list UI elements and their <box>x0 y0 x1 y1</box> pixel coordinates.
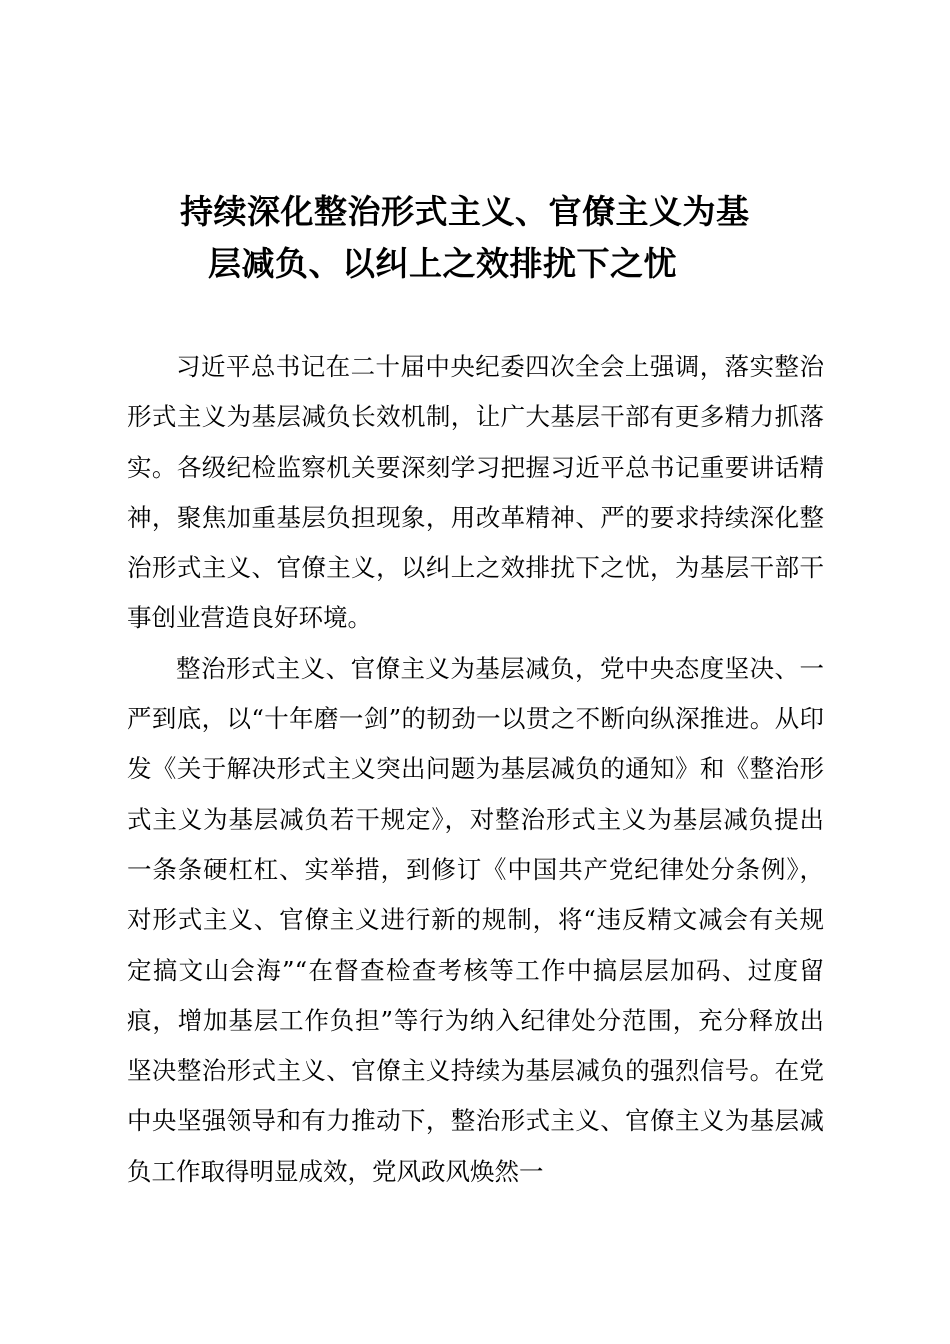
paragraph-2: 整治形式主义、官僚主义为基层减负，党中央态度坚决、一严到底，以“十年磨一剑”的韧劲一以贯之不断向纵深推进。从印发《关于解决形式主义突出问题为基层减负的通知》和《整治形式主义为基层减负若干规定》，对整治形式主义为基层减负提出一条条硬杠杠、实举措，到修订《中国共产党纪律处分条例》，对形式主义、官僚主义进行新的规制，将“违反精文减会有关规定搞文山会海”“在督查检查考核等工作中搞层层加码、过度留痕，增加基层工作负担”等行为纳入纪律处分范围，充分释放出坚决整治形式主义、官僚主义持续为基层减负的强烈信号。在党中央坚强领导和有力推动下，整治形式主义、官僚主义为基层减负工作取得明显成效，党风政风焕然一 <box>127 653 824 1186</box>
document-body <box>127 342 824 1197</box>
title-line-2: 层减负、以纠上之效排扰下之忧 <box>208 244 677 283</box>
document-title <box>150 186 850 290</box>
title-line-1: 持续深化整治形式主义、官僚主义为基 <box>180 192 750 231</box>
paragraph-1: 习近平总书记在二十届中央纪委四次全会上强调，落实整治形式主义为基层减负长效机制，让广大基层干部有更多精力抓落实。各级纪检监察机关要深刻学习把握习近平总书记重要讲话精神，聚焦加重基层负担现象，用改革精神、严的要求持续深化整治形式主义、官僚主义，以纠上之效排扰下之忧，为基层干部干事创业营造良好环境。 <box>127 352 824 633</box>
